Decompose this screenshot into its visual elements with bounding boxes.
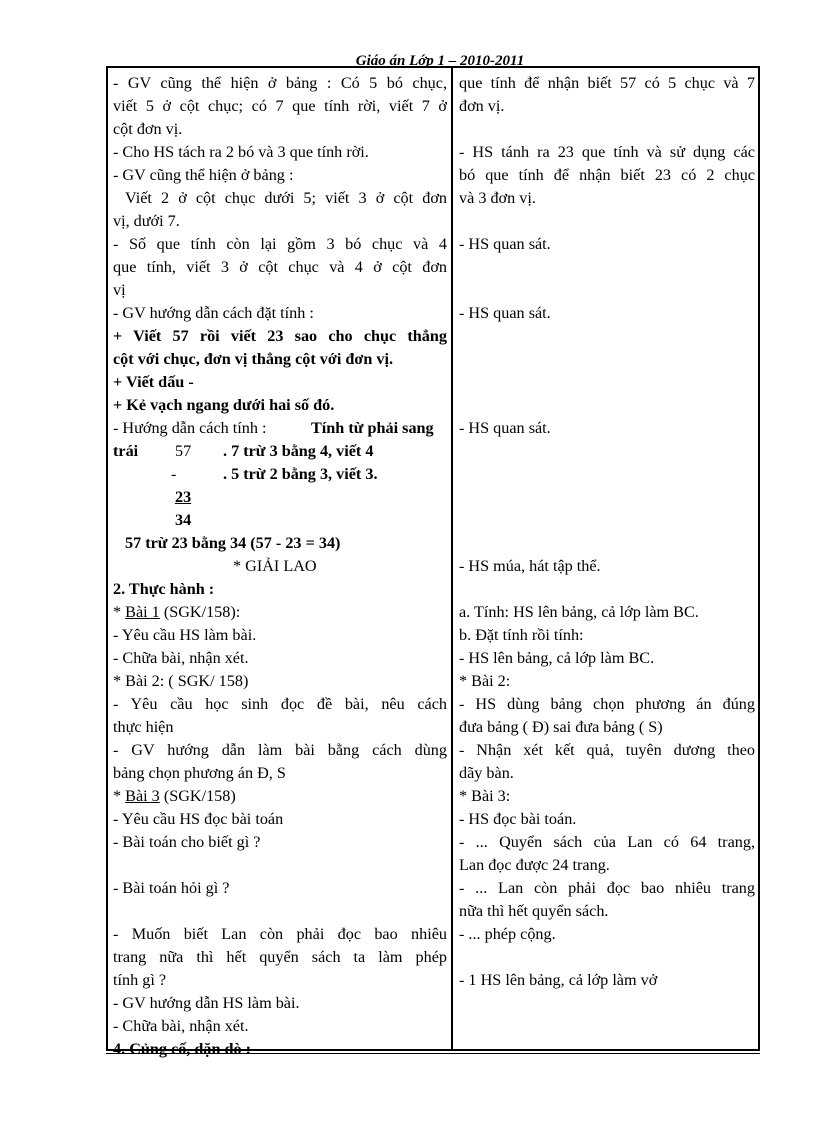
text-line: que tính để nhận biết 57 có 5 chục và 7 <box>459 74 755 92</box>
text-line: bảng chọn phương án Đ, S <box>113 764 286 782</box>
text-fragment: - Hướng dẫn cách tính : <box>113 419 267 437</box>
text-line: - HS quan sát. <box>459 304 551 322</box>
text-line: b. Đặt tính rồi tính: <box>459 626 584 644</box>
text-line: dãy bàn. <box>459 764 514 782</box>
text-fragment: Bài 1 <box>125 603 160 621</box>
text-line: que tính, viết 3 ở cột chục và 4 ở cột đơn <box>113 258 447 276</box>
text-fragment: * <box>113 787 126 805</box>
text-line: vị <box>113 281 126 299</box>
blank-line <box>459 348 755 371</box>
calc-intro-line <box>113 417 447 440</box>
text-line: a. Tính: HS lên bảng, cả lớp làm BC. <box>459 603 699 621</box>
text-line: nữa thì hết quyển sách. <box>459 902 609 920</box>
text-line: - Chữa bài, nhận xét. <box>113 649 249 667</box>
minus-sign: - <box>171 465 177 483</box>
text-line: - HS múa, hát tập thể. <box>459 557 601 575</box>
exercise-heading: * Bài 2: ( SGK/ 158) <box>113 672 249 690</box>
text-line: - HS quan sát. <box>459 235 551 253</box>
text-line: đơn vị. <box>459 97 505 115</box>
text-line: 57 trừ 23 bằng 34 (57 - 23 = 34) <box>125 534 341 552</box>
blank-line <box>459 578 755 601</box>
calc-result-line <box>113 509 447 532</box>
text-line: viết 5 ở cột chục; có 7 que tính rời, viết 7 ở <box>113 97 447 115</box>
difference: 34 <box>175 511 192 529</box>
text-fragment: (SGK/158) <box>159 787 236 805</box>
blank-line <box>459 118 755 141</box>
exercise-heading <box>113 601 447 624</box>
text-line: + Viết 57 rồi viết 23 sao cho chục thẳng <box>113 327 447 345</box>
blank-line <box>459 325 755 348</box>
text-line: - GV cũng thể hiện ở bảng : Có 5 bó chục, <box>113 74 447 92</box>
text-line: - Yêu cầu HS làm bài. <box>113 626 257 644</box>
text-line: - Cho HS tách ra 2 bó và 3 que tính rời. <box>113 143 369 161</box>
text-fragment: Bài 3 <box>125 787 160 805</box>
blank-line <box>459 440 755 463</box>
blank-line <box>459 532 755 555</box>
calc-step-line <box>113 463 447 486</box>
text-line: - ... phép cộng. <box>459 925 556 943</box>
text-line: - Yêu cầu học sinh đọc đề bài, nêu cách <box>113 695 447 713</box>
text-line: * Bài 2: <box>459 672 511 690</box>
blank-line <box>459 946 755 969</box>
text-line: - Chữa bài, nhận xét. <box>113 1017 249 1035</box>
minuend: 57 <box>175 442 192 460</box>
text-line: - GV hướng dẫn HS làm bài. <box>113 994 300 1012</box>
text-line: - Yêu cầu HS đọc bài toán <box>113 810 284 828</box>
blank-line <box>459 279 755 302</box>
text-line: vị, dưới 7. <box>113 212 180 230</box>
calc-step-text: . 7 trừ 3 bằng 4, viết 4 <box>223 442 374 460</box>
text-fragment: trái <box>113 442 139 460</box>
text-line: - 1 HS lên bảng, cả lớp làm vở <box>459 971 658 989</box>
text-line: - GV hướng dẫn làm bài bằng cách dùng <box>113 741 447 759</box>
text-line: cột đơn vị. <box>113 120 183 138</box>
text-line: - ... Quyển sách của Lan có 64 trang, <box>459 833 755 851</box>
section-heading: 2. Thực hành : <box>113 580 215 598</box>
text-line: cột với chục, đơn vị thẳng cột với đơn vị. <box>113 350 394 368</box>
text-line: tính gì ? <box>113 971 167 989</box>
section-heading: 4. Củng cố, dặn dò : <box>113 1040 252 1058</box>
exercise-heading <box>113 785 447 808</box>
blank-line <box>459 256 755 279</box>
blank-line <box>459 394 755 417</box>
text-line: - Muốn biết Lan còn phải đọc bao nhiêu <box>113 925 447 943</box>
text-line: + Kẻ vạch ngang dưới hai số đó. <box>113 396 335 414</box>
calc-subtrahend-line <box>113 486 447 509</box>
text-line: Lan đọc được 24 trang. <box>459 856 610 874</box>
text-line: - HS lên bảng, cả lớp làm BC. <box>459 649 655 667</box>
text-line: đưa bảng ( Đ) sai đưa bảng ( S) <box>459 718 663 736</box>
text-line: - GV cũng thể hiện ở bảng : <box>113 166 294 184</box>
text-line: * GIẢI LAO <box>233 557 317 575</box>
text-line: - ... Lan còn phải đọc bao nhiêu trang <box>459 879 755 897</box>
calc-step-line <box>113 440 447 463</box>
text-line: * Bài 3: <box>459 787 511 805</box>
column-divider <box>451 68 453 1049</box>
subtrahend: 23 <box>175 488 192 506</box>
blank-line <box>113 854 447 877</box>
text-line: thực hiện <box>113 718 174 736</box>
text-line: - Số que tính còn lại gồm 3 bó chục và 4 <box>113 235 447 253</box>
text-line: - GV hướng dẫn cách đặt tính : <box>113 304 314 322</box>
text-line: trang nữa thì hết quyển sách ta làm phép <box>113 948 447 966</box>
blank-line <box>459 463 755 486</box>
text-line: - HS dùng bảng chọn phương án đúng <box>459 695 755 713</box>
text-line: - Nhận xét kết quả, tuyên dương theo <box>459 741 755 759</box>
text-line: Viết 2 ở cột chục dưới 5; viết 3 ở cột đơn <box>125 189 447 207</box>
text-fragment: (SGK/158): <box>159 603 241 621</box>
text-line: và 3 đơn vị. <box>459 189 536 207</box>
text-line: - HS tánh ra 23 que tính và sử dụng các <box>459 143 755 161</box>
teacher-activities-column <box>113 72 447 1061</box>
blank-line <box>459 486 755 509</box>
text-line: - HS quan sát. <box>459 419 551 437</box>
text-line: bó que tính để nhận biết 23 có 2 chục <box>459 166 755 184</box>
text-fragment: Tính từ phải sang <box>311 419 434 437</box>
blank-line <box>459 509 755 532</box>
text-fragment: * <box>113 603 126 621</box>
blank-line <box>459 210 755 233</box>
blank-line <box>113 900 447 923</box>
text-line: + Viết dấu - <box>113 373 194 391</box>
blank-line <box>459 371 755 394</box>
text-line: - Bài toán hỏi gì ? <box>113 879 230 897</box>
text-line: - HS đọc bài toán. <box>459 810 577 828</box>
calc-step-text: . 5 trừ 2 bằng 3, viết 3. <box>223 465 378 483</box>
text-line: - Bài toán cho biết gì ? <box>113 833 261 851</box>
page-header: Giáo án Lớp 1 – 2010-2011 <box>355 53 525 69</box>
student-activities-column <box>459 72 755 992</box>
lesson-table <box>106 66 760 1058</box>
